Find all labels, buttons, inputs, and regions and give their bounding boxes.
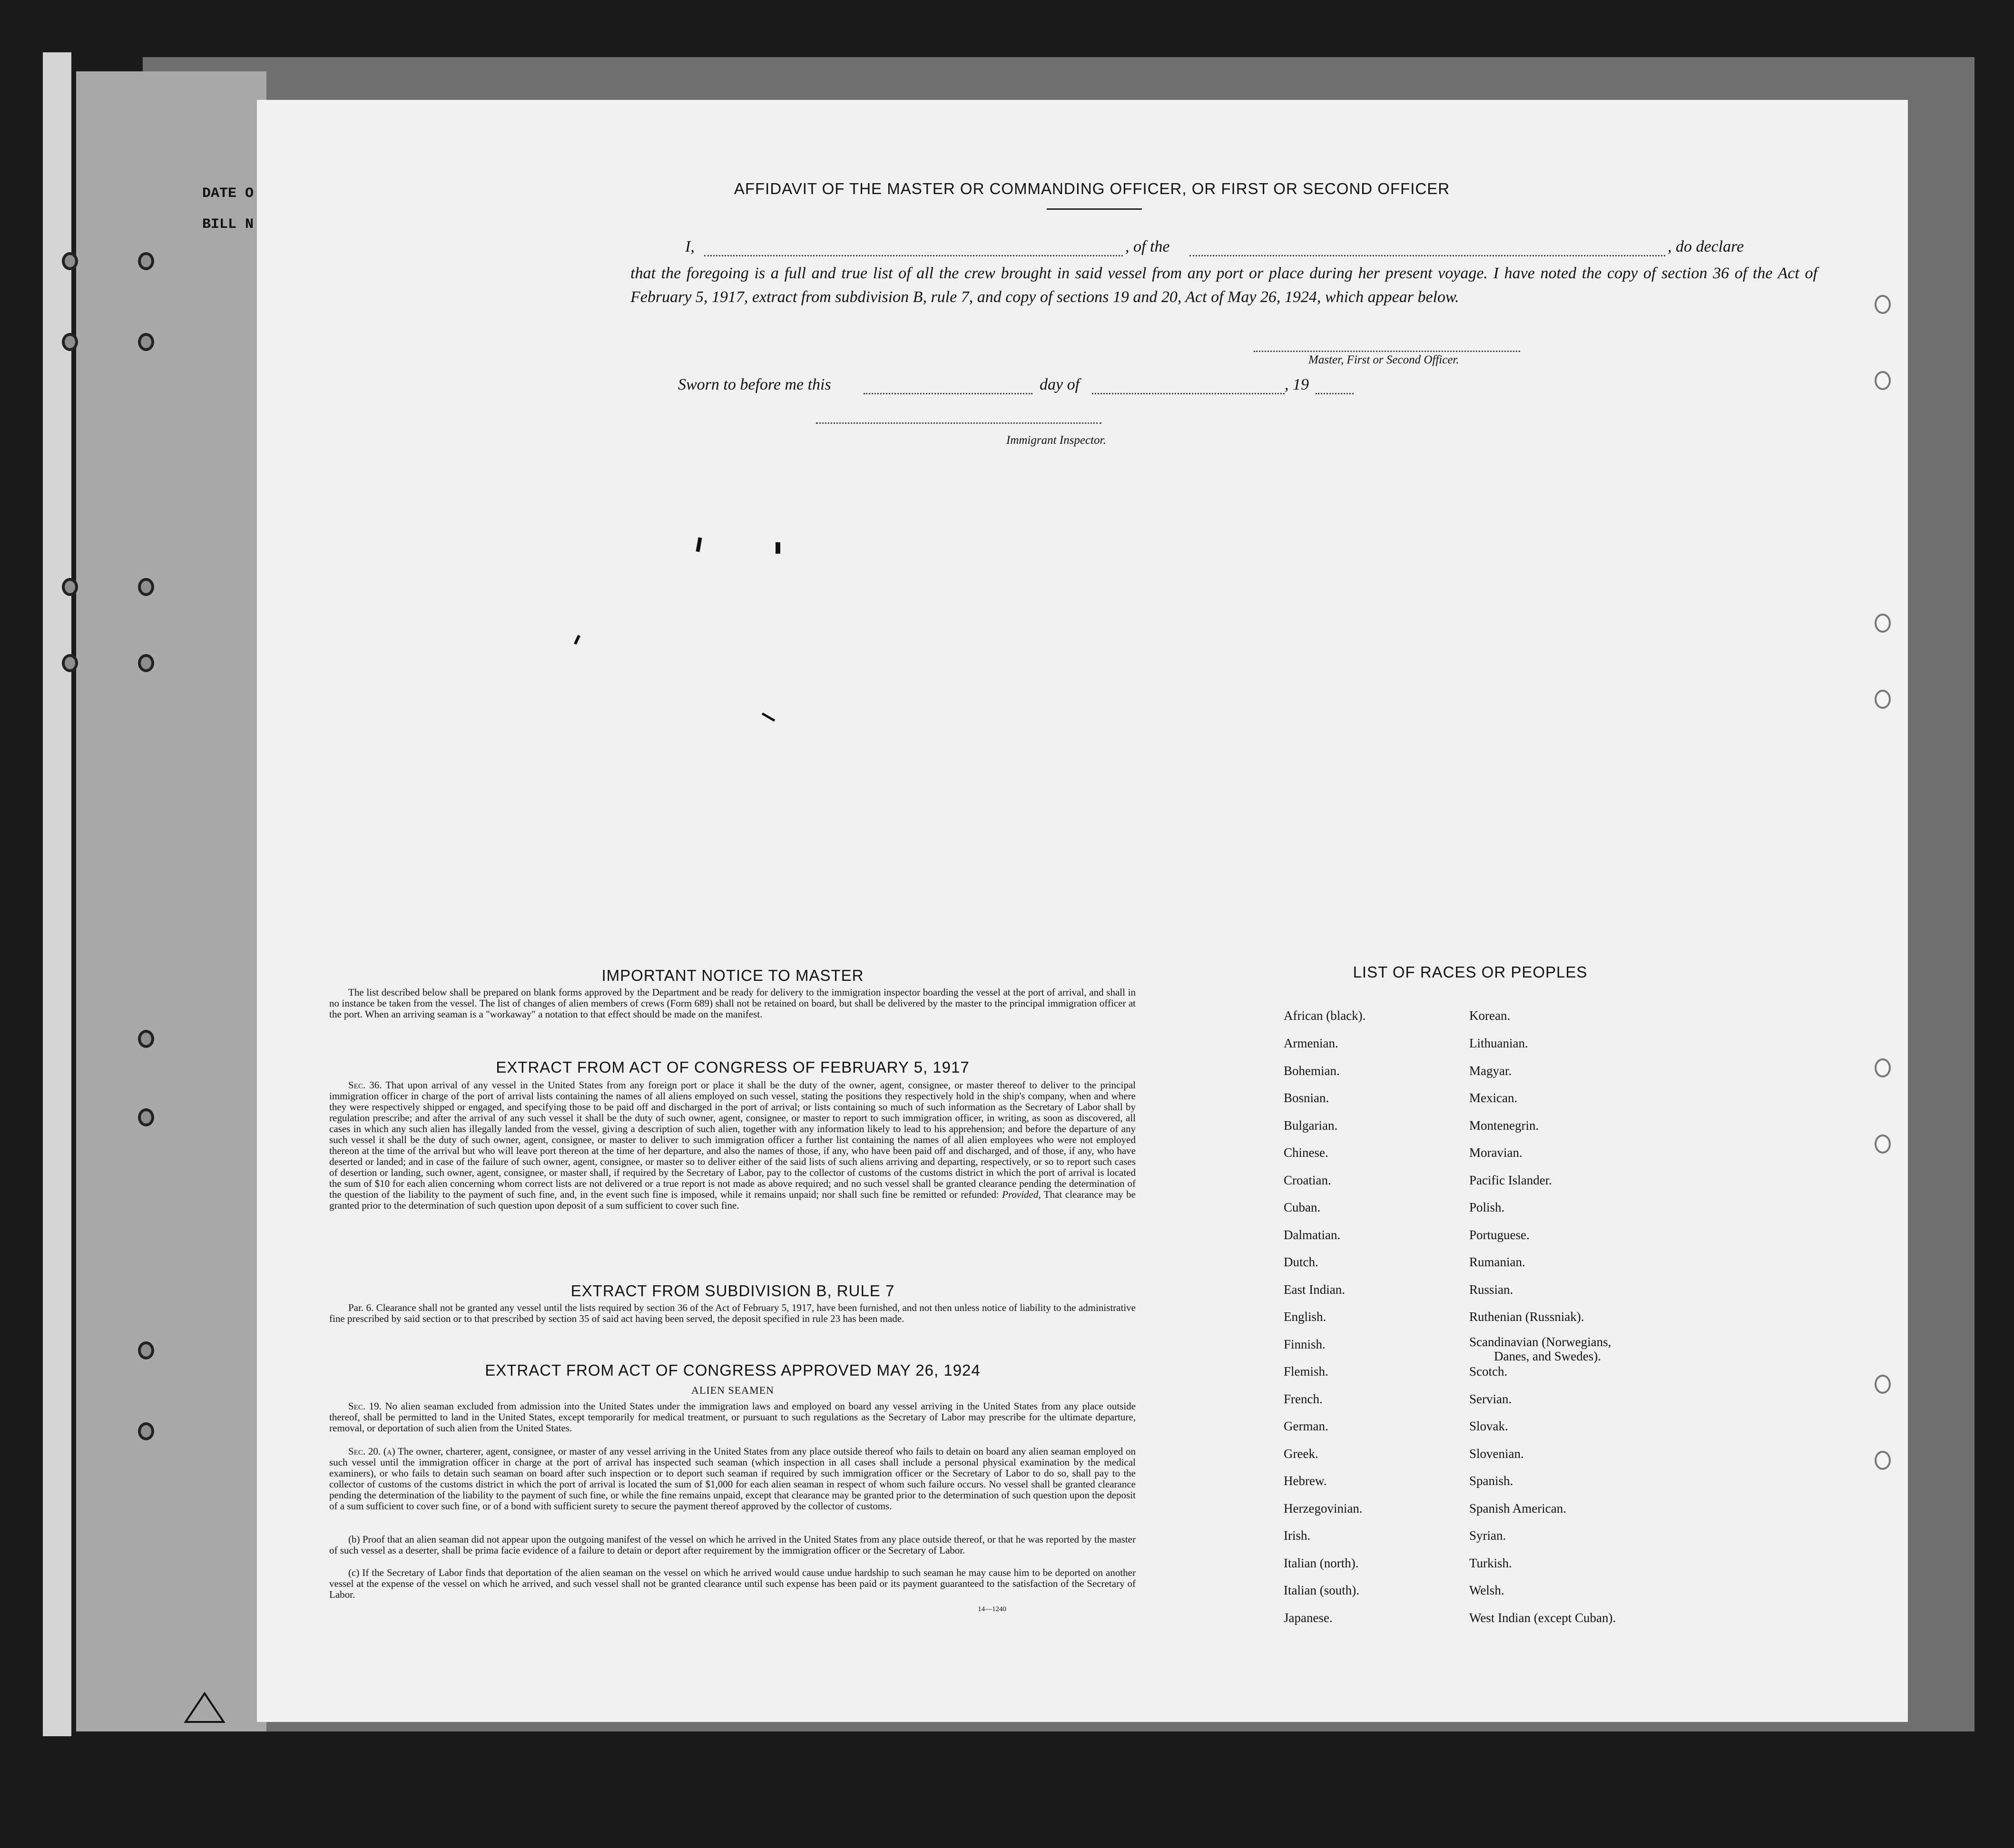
notice-title: IMPORTANT NOTICE TO MASTER	[601, 967, 864, 984]
left-page	[76, 71, 266, 1731]
race-item: Moravian.	[1469, 1145, 1523, 1160]
vessel-name-field[interactable]	[1189, 255, 1665, 256]
sworn-day-field[interactable]	[864, 393, 1032, 394]
punch-hole-icon	[1875, 1134, 1891, 1154]
race-item: Bohemian.	[1284, 1064, 1340, 1078]
crew-list-form	[257, 100, 1908, 1722]
form-number: 14—1240	[978, 1605, 1006, 1613]
sworn-month-field[interactable]	[1092, 393, 1285, 394]
declarant-name-field[interactable]	[704, 255, 1123, 256]
punch-hole-icon	[62, 252, 78, 270]
master-label: Master, First or Second Officer.	[1308, 353, 1459, 366]
race-item: African (black).	[1284, 1008, 1366, 1023]
proviso-label: Provided,	[1002, 1189, 1041, 1200]
day-of-label: day of	[1040, 376, 1080, 393]
affidavit-body	[630, 262, 1818, 309]
race-item: Ruthenian (Russniak).	[1469, 1310, 1584, 1324]
binding-strip	[43, 52, 71, 1736]
race-item: West Indian (except Cuban).	[1469, 1611, 1616, 1625]
race-item: Mexican.	[1469, 1091, 1518, 1105]
extract-1924-title: EXTRACT FROM ACT OF CONGRESS APPROVED MAY 26, 1924	[485, 1361, 981, 1379]
punch-hole-icon	[138, 578, 154, 596]
ink-mark	[762, 713, 775, 722]
punch-hole-icon	[138, 252, 154, 270]
punch-hole-icon	[1875, 371, 1891, 390]
race-item: Russian.	[1469, 1282, 1513, 1297]
race-item: Herzegovinian.	[1284, 1501, 1363, 1516]
punch-hole-icon	[138, 333, 154, 351]
left-page-fragment-2: BILL N	[202, 216, 254, 233]
section-19-paragraph	[329, 1401, 1136, 1434]
inspector-signature-field[interactable]	[816, 422, 1101, 424]
sworn-label: Sworn to before me this	[678, 376, 831, 393]
i-label: I,	[685, 238, 695, 255]
punch-hole-icon	[1875, 1375, 1891, 1394]
section-36-label: Sec. 36.	[348, 1079, 382, 1091]
race-item: Japanese.	[1284, 1611, 1333, 1625]
section-20-paragraph	[329, 1446, 1136, 1512]
triangle-icon	[183, 1691, 226, 1724]
race-item: Bosnian.	[1284, 1091, 1329, 1105]
race-item: English.	[1284, 1310, 1326, 1324]
race-item: Dutch.	[1284, 1255, 1318, 1269]
ink-mark	[776, 542, 780, 554]
do-declare-label: , do declare	[1668, 238, 1744, 255]
punch-hole-icon	[1875, 614, 1891, 633]
race-item: Spanish.	[1469, 1474, 1513, 1488]
race-item: Scandinavian (Norwegians,	[1469, 1335, 1611, 1349]
race-item: Montenegrin.	[1469, 1118, 1539, 1133]
proviso-text: That clearance may be granted prior to the determination of such question upon deposit of a sum sufficient to cover such fine.	[329, 1189, 1136, 1211]
race-item: Flemish.	[1284, 1364, 1328, 1379]
race-item: Portuguese.	[1469, 1228, 1530, 1242]
inspector-label: Immigrant Inspector.	[1006, 434, 1106, 447]
race-item: Hebrew.	[1284, 1474, 1327, 1488]
race-item: Armenian.	[1284, 1036, 1338, 1050]
race-item: Italian (north).	[1284, 1556, 1359, 1570]
alien-seamen-subtitle: ALIEN SEAMEN	[691, 1384, 774, 1396]
of-the-label: , of the	[1125, 238, 1170, 255]
title-underline	[1047, 208, 1142, 210]
punch-hole-icon	[1875, 1451, 1891, 1470]
race-item: Dalmatian.	[1284, 1228, 1341, 1242]
section-19-text: No alien seaman excluded from admission into the United States under the immigration laws and employed on board any vessel arriving in the United States from any place outside thereof, shall be permitted to land in the United States, except temporarily for medical treatment, or pursuant to such regulations as the Secretary of Labor may prescribe for the ultimate departure, removal, or deportation of such alien from the United States.	[329, 1400, 1136, 1434]
punch-hole-icon	[62, 654, 78, 672]
section-20b-paragraph: (b) Proof that an alien seaman did not appear upon the outgoing manifest of the vessel on which he arrived in the United States from any place outside thereof, or that he was reported by the master of such vessel as a deserter, shall be prima facie evidence of a failure to detain or deport after requirement by the immigration officer or the Secretary of Labor.	[329, 1534, 1136, 1556]
affidavit-title: AFFIDAVIT OF THE MASTER OR COMMANDING OFFICER, OR FIRST OR SECOND OFFICER	[734, 180, 1450, 197]
race-item: Turkish.	[1469, 1556, 1512, 1570]
ink-mark	[574, 635, 580, 645]
race-item: Bulgarian.	[1284, 1118, 1338, 1133]
section-20c-paragraph: (c) If the Secretary of Labor finds that deportation of the alien seaman on the vessel on which he arrived would cause undue hardship to such seaman he may cause him to be deported on another vessel at the expense of the vessel on which he arrived, and such vessel shall not be granted clearance until such expense has been paid or its payment guaranteed to the satisfaction of the Secretary of Labor.	[329, 1567, 1136, 1600]
race-item: Finnish.	[1284, 1337, 1326, 1351]
race-item: Greek.	[1284, 1447, 1318, 1461]
affidavit-statement: that the foregoing is a full and true list of all the crew brought in said vessel from any port or place during her present voyage. I have noted the copy of section 36 of the Act of February 5, 1917, extract from subdivision B, rule 7, and copy of sections 19 and 20, Act of May 26, 1924, which appear below.	[630, 264, 1818, 306]
punch-hole-icon	[138, 1030, 154, 1048]
punch-hole-icon	[138, 1108, 154, 1126]
punch-hole-icon	[1875, 690, 1891, 709]
sworn-line	[678, 376, 1582, 400]
race-item: Cuban.	[1284, 1200, 1321, 1214]
extract-1917-body	[329, 1080, 1136, 1211]
race-item: Welsh.	[1469, 1583, 1504, 1597]
punch-hole-icon	[1875, 1058, 1891, 1077]
race-item: Scotch.	[1469, 1364, 1508, 1379]
race-item: Lithuanian.	[1469, 1036, 1528, 1050]
race-item: German.	[1284, 1419, 1328, 1433]
race-item: East Indian.	[1284, 1282, 1345, 1297]
section-36-text: That upon arrival of any vessel in the United States from any foreign port or place it shall be the duty of the owner, agent, consignee, or master thereof to deliver to the principal immigration officer in charge of the port of arrival lists containing the names of all aliens employed on such vessel, stating the positions they respectively hold in the ship's company, when and where they were respectively shipped or engaged, and specifying those to be paid off and discharged in the port of arrival; or lists containing so much of such information as the Secretary of Labor shall by regulation prescribe; and after the arrival of any such vessel it shall be the duty of such owner, agent, consignee, or master to report to such immigration officer, in writing, as soon as discovered, all cases in which any such alien has illegally landed from the vessel, giving a description of such alien, together with any information likely to lead to his apprehension; and before the departure of any such vessel it shall be the duty of such owner, agent, consignee, or master to deliver to such immigration officer a further list containing the names of all alien employees who were not employed thereon at the time of the arrival but who will leave port thereon at the time of her departure, and also the names of those, if any, who have been paid off and discharged, and of those, if any, who have deserted or landed; and in case of the failure of such owner, agent, consignee, or master so to deliver either of the said lists of such aliens arriving and departing, respectively, or so to report such cases of desertion or landing, such owner, agent, consignee, or master shall, if required by the Secretary of Labor, pay to the collector of customs of the customs district in which the port of arrival is located the sum of $10 for each alien concerning whom correct lists are not delivered or a true report is not made as above required; and no such vessel shall be granted clearance pending the determination of the question of the liability to the payment of such fine, and, in the event such fine is imposed, while it remains unpaid; nor shall such fine be remitted or refunded:	[329, 1079, 1136, 1200]
race-item: Servian.	[1469, 1392, 1512, 1406]
race-item: Irish.	[1284, 1528, 1311, 1543]
race-item: Syrian.	[1469, 1528, 1506, 1543]
declarant-line	[685, 238, 1808, 262]
rule7-title: EXTRACT FROM SUBDIVISION B, RULE 7	[570, 1282, 895, 1300]
race-item: Slovak.	[1469, 1419, 1508, 1433]
punch-hole-icon	[138, 1341, 154, 1359]
race-item: Pacific Islander.	[1469, 1173, 1552, 1187]
sworn-year-field[interactable]	[1316, 393, 1354, 394]
punch-hole-icon	[138, 654, 154, 672]
master-signature-field[interactable]	[1254, 351, 1520, 352]
section-19-label: Sec. 19.	[348, 1400, 382, 1412]
section-20-label: Sec. 20. (a)	[348, 1446, 395, 1457]
section-20-text: The owner, charterer, agent, consignee, or master of any vessel arriving in the United States from any place outside thereof who fails to detain on board any alien seaman employed on such vessel until the immigration officer in charge at the port of arrival has inspected such seaman (which inspection in all cases shall include a personal physical examination by the medical examiners), or who fails to detain such seaman on board after such inspection or to deport such seaman if required by such immigration officer or the Secretary of Labor to do so, shall pay to the collector of customs of the customs district in which the port of arrival is located the sum of $1,000 for each alien seaman in respect of whom such failure occurs. No vessel shall be granted clearance pending the determination of the liability to the payment of such fine, or while the fine remains unpaid, except that clearance may be granted prior to the determination of such question upon the deposit of a sum sufficient to cover such fine, or of a bond with sufficient surety to secure the payment thereof approved by the collector of customs.	[329, 1446, 1136, 1512]
year-label: , 19	[1285, 376, 1309, 393]
races-title: LIST OF RACES OR PEOPLES	[1353, 963, 1588, 981]
punch-hole-icon	[62, 333, 78, 351]
race-item: Magyar.	[1469, 1064, 1512, 1078]
punch-hole-icon	[138, 1422, 154, 1440]
notice-body: The list described below shall be prepared on blank forms approved by the Department and be ready for delivery to the immigration inspector boarding the vessel at the port of arrival, and shall in no instance be taken from the vessel. The list of changes of alien members of crews (Form 689) shall not be retained on board, but shall be delivered by the master to the principal immigration officer at the port. When an arriving seaman is a "workaway" a notation to that effect should be made on the manifest.	[329, 987, 1136, 1020]
left-page-fragment-1: DATE O	[202, 186, 254, 202]
race-item: Chinese.	[1284, 1145, 1328, 1160]
race-item: Polish.	[1469, 1200, 1505, 1214]
race-item: French.	[1284, 1392, 1323, 1406]
race-item: Slovenian.	[1469, 1447, 1524, 1461]
extract-1917-title: EXTRACT FROM ACT OF CONGRESS OF FEBRUARY 5, 1917	[496, 1058, 970, 1076]
punch-hole-icon	[62, 578, 78, 596]
race-item: Korean.	[1469, 1008, 1511, 1023]
race-item: Italian (south).	[1284, 1583, 1359, 1597]
race-item-continuation: Danes, and Swedes).	[1494, 1349, 1601, 1363]
punch-hole-icon	[1875, 295, 1891, 314]
rule7-body: Par. 6. Clearance shall not be granted any vessel until the lists required by section 36 of the Act of February 5, 1917, have been furnished, and not then unless notice of liability to the administrative fine prescribed by said section or to that prescribed by section 35 of said act having been served, the deposit specified in rule 23 has been made.	[329, 1302, 1136, 1324]
race-item: Croatian.	[1284, 1173, 1331, 1187]
race-item: Rumanian.	[1469, 1255, 1525, 1269]
race-item: Spanish American.	[1469, 1501, 1566, 1516]
ink-mark	[696, 538, 702, 552]
